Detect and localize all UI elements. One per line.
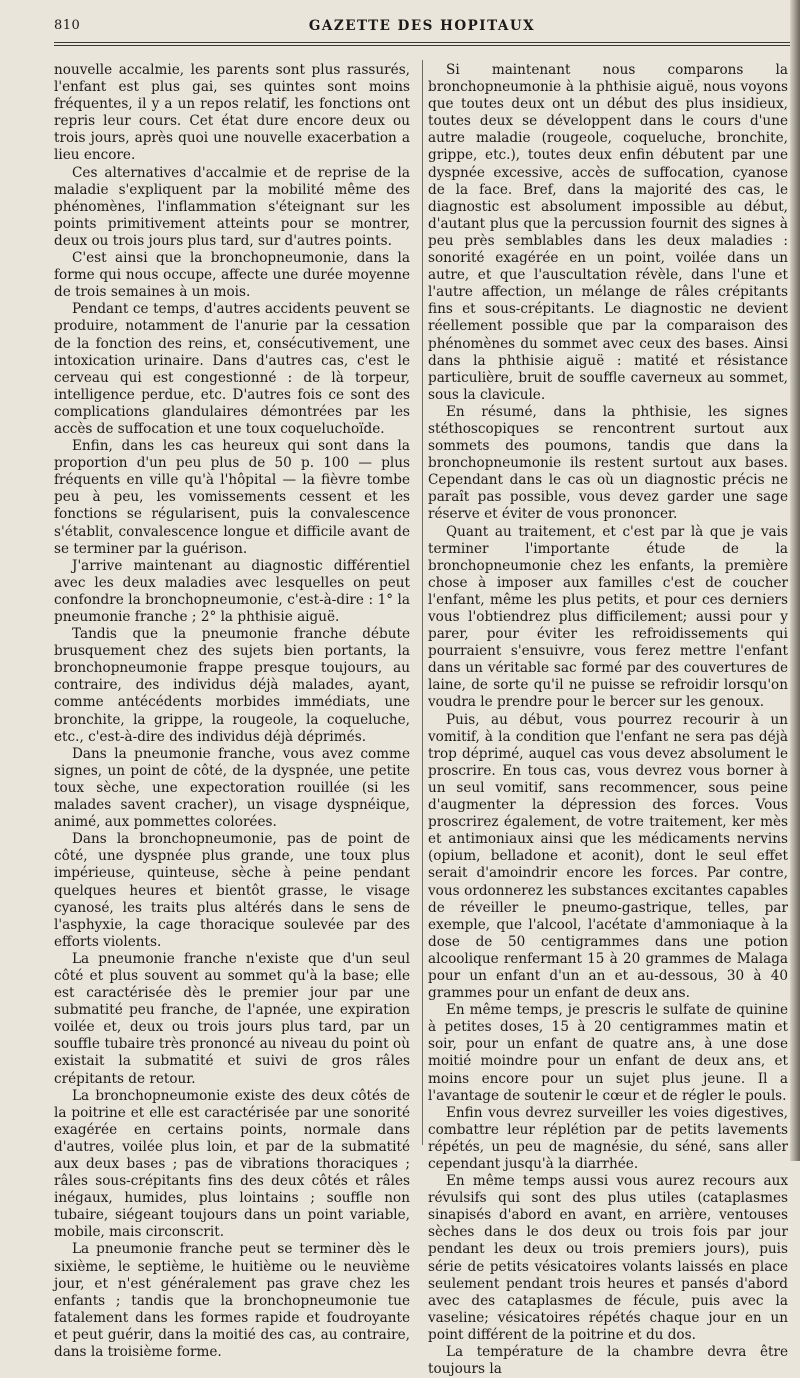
paragraph: En même temps aussi vous aurez recours aux révulsifs qui sont des plus utiles (cataplasmes sinapisés d'abord en avant, en arrière, ventouses sèches dans le dos deux ou trois fois par jour pendant les deux ou trois premiers jours), puis série de petits vésicatoires volants laissés en place seulement pendant trois heures et pansés d'abord avec des cataplasmes de fécule, puis avec la vaseline; vésicatoires répétés chaque jour en un point différent de la poitrine et du dos. (428, 1173, 788, 1343)
paragraph: Ces alternatives d'accalmie et de reprise de la maladie s'expliquent par la mobilité même des phénomènes, l'inflammation s'éteignant sur les points primitivement atteints pour se montrer, deux ou trois jours plus tard, sur d'autres points. (54, 164, 410, 249)
paragraph: La pneumonie franche n'existe que d'un seul côté et plus souvent au sommet qu'à la base; elle est caractérisée dès le premier jour par une submatité peu franche, de l'apnée, une expiration voilée et, deux ou trois jours plus tard, par un souffle tubaire très prononcé au niveau du point où existait la submatité et suivi de gros râles crépitants de retour. (54, 950, 410, 1087)
paragraph: nouvelle accalmie, les parents sont plus rassurés, l'enfant est plus gai, ses quintes sont moins fréquentes, il y a un repos relatif, les fonctions ont repris leur cours. Cet état dure encore deux ou trois jours, après quoi une nouvelle exacerbation a lieu encore. (54, 62, 410, 164)
page-edge-shadow (790, 0, 800, 1161)
paragraph: Dans la pneumonie franche, vous avez comme signes, un point de côté, de la dyspnée, une petite toux sèche, une expectoration rouillée (si les malades savent cracher), un visage dyspnéique, animé, aux pommettes colorées. (54, 745, 410, 831)
paragraph: Pendant ce temps, d'autres accidents peuvent se produire, notamment de l'anurie par la cessation de la fonction des reins, et, consécutivement, une intoxication urinaire. Dans d'autres cas, c'est le cerveau qui est congestionné : de là torpeur, intelligence perdue, etc. D'autres fois ce sont des complications glandulaires démontrées par les accès de suffocation et une toux coqueluchoïde. (54, 301, 410, 437)
header-rule-bottom (54, 45, 790, 46)
paragraph: Dans la bronchopneumonie, pas de point de côté, une dyspnée plus grande, une toux plus impérieuse, quinteuse, sèche à peine pendant quelques heures et bientôt grasse, le visage cyanosé, les traits plus altérés dans le sens de l'asphyxie, la cage thoracique soulevée par des efforts violents. (54, 831, 410, 950)
paragraph: En résumé, dans la phthisie, les signes stéthoscopiques se rencontrent surtout aux sommets des poumons, tandis que dans la bronchopneumonie ils restent surtout aux bases. Cependant dans le cas où un diagnostic précis ne paraît pas possible, vous devez garder une sage réserve et éviter de vous prononcer. (428, 403, 788, 523)
journal-title: GAZETTE DES HOPITAUX (308, 18, 536, 34)
page-header (54, 18, 790, 40)
paragraph: Tandis que la pneumonie franche débute brusquement chez des sujets bien portants, la bronchopneumonie frappe presque toujours, au contraire, des individus déjà malades, ayant, comme antécédents morbides immédiats, une bronchite, la grippe, la rougeole, la coqueluche, etc., c'est-à-dire des individus déjà déprimés. (54, 626, 410, 745)
paragraph: Puis, au début, vous pourrez recourir à un vomitif, à la condition que l'enfant ne sera pas déjà trop déprimé, auquel cas vous devez absolument le proscrire. En tous cas, vous devrez vous borner à un seul vomitif, sans recommencer, sous peine d'augmenter la dépression des forces. Vous proscrirez également, de votre traitement, ker mès et antimoniaux ainsi que les médicaments nervins (opium, belladone et aconit), dont le seul effet serait d'amoindrir encore les forces. Par contre, vous ordonnerez les substances excitantes capables de réveiller le pneumo-gastrique, telles, par exemple, que l'alcool, l'acétate d'ammoniaque à la dose de 50 centigrammes dans une potion alcoolique renfermant 15 à 20 grammes de Malaga pour un enfant d'un an et au-dessous, 30 à 40 grammes pour un enfant de deux ans. (428, 711, 788, 1002)
right-column (428, 62, 788, 1378)
left-column (54, 62, 410, 1361)
paragraph: La température de la chambre devra être toujours la (428, 1344, 788, 1378)
paragraph: J'arrive maintenant au diagnostic différentiel avec les deux maladies avec lesquelles on peut confondre la bronchopneumonie, c'est-à-dire : 1° la pneumonie franche ; 2° la phthisie aiguë. (54, 557, 410, 625)
paragraph: Quant au traitement, et c'est par là que je vais terminer l'importante étude de la bronchopneumonie chez les enfants, la première chose à imposer aux familles c'est de coucher l'enfant, même les plus petits, et pour ces derniers vous l'obtiendrez plus difficilement; aussi pour y parer, pour éviter les refroidissements qui pourraient s'ensuivre, vous ferez mettre l'enfant dans un véritable sac formé par des couvertures de laine, de sorte qu'il ne puisse se refroidir lorsqu'on voudra le prendre pour le bercer sur les genoux. (428, 523, 788, 711)
column-divider (422, 60, 423, 1145)
paragraph: Enfin vous devrez surveiller les voies digestives, combattre leur réplétion par de petits lavements répétés, un peu de magnésie, du séné, sans aller cependant jusqu'à la diarrhée. (428, 1104, 788, 1172)
paragraph: Enfin, dans les cas heureux qui sont dans la proportion d'un peu plus de 50 p. 100 — plus fréquents en ville qu'à l'hôpital — la fièvre tombe peu à peu, les vomissements cessent et les fonctions se régularisent, puis la convalescence s'établit, convalescence longue et difficile avant de se terminer par la guérison. (54, 438, 410, 557)
paragraph: La pneumonie franche peut se terminer dès le sixième, le septième, le huitième ou le neuvième jour, et n'est généralement pas grave chez les enfants ; tandis que la bronchopneumonie tue fatalement dans les formes rapide et foudroyante et peut guérir, dans la moitié des cas, au contraire, dans la troisième forme. (54, 1241, 410, 1361)
paragraph: En même temps, je prescris le sulfate de quinine à petites doses, 15 à 20 centigrammes matin et soir, pour un enfant de quatre ans, à une dose moitié moindre pour un enfant de deux ans, et moins encore pour un sujet plus jeune. Il a l'avantage de soutenir le cœur et de régler le pouls. (428, 1002, 788, 1104)
paragraph: La bronchopneumonie existe des deux côtés de la poitrine et elle est caractérisée par une sonorité exagérée en certains points, normale dans d'autres, voilée plus loin, et par de la submatité aux deux bases ; pas de vibrations thoraciques ; râles sous-crépitants fins des deux côtés et râles inégaux, humides, plus lointains ; souffle non tubaire, siégeant toujours dans un point variable, mobile, mais circonscrit. (54, 1087, 410, 1241)
header-rule-top (54, 42, 790, 43)
paragraph: Si maintenant nous comparons la bronchopneumonie à la phthisie aiguë, nous voyons que toutes deux ont un début des plus insidieux, toutes deux se développent dans le cours d'une autre maladie (rougeole, coqueluche, bronchite, grippe, etc.), toutes deux enfin débutent par une dyspnée excessive, accès de suffocation, cyanose de la face. Bref, dans la majorité des cas, le diagnostic est absolument impossible au début, d'autant plus que la percussion fournit des signes à peu près semblables dans les deux maladies : sonorité exagérée en un point, voilée dans un autre, et que l'auscultation révèle, dans l'une et l'autre affection, un mélange de râles crépitants fins et sous-crépitants. Le diagnostic ne devient réellement possible que par la comparaison des phénomènes du sommet avec ceux des bases. Ainsi dans la phthisie aiguë : matité et résistance particulière, bruit de souffle caverneux au sommet, sous la clavicule. (428, 62, 788, 403)
paragraph: C'est ainsi que la bronchopneumonie, dans la forme qui nous occupe, affecte une durée moyenne de trois semaines à un mois. (54, 250, 410, 301)
page-number: 810 (54, 18, 81, 33)
